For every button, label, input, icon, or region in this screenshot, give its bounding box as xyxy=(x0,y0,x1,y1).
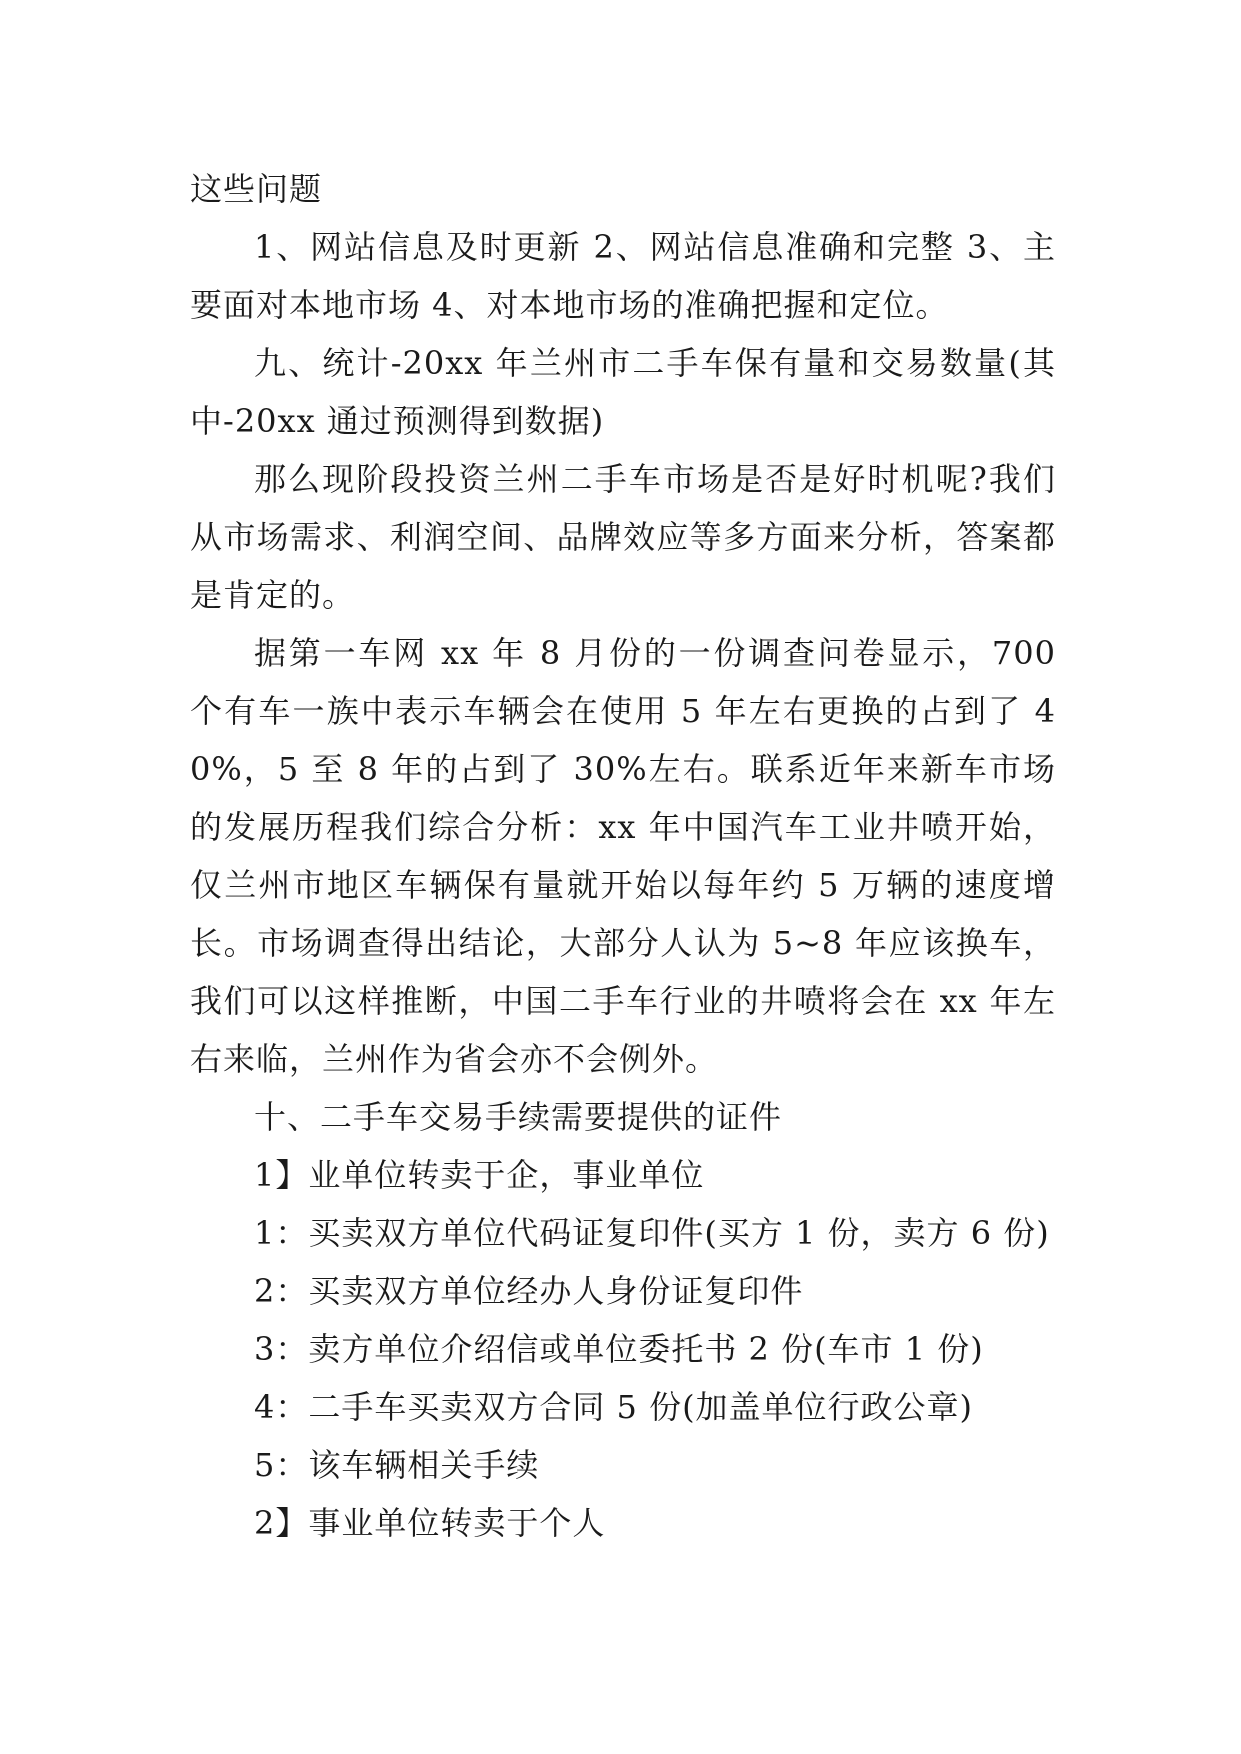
list-item-2: 2：买卖双方单位经办人身份证复印件 xyxy=(254,1272,804,1310)
list-item-3: 3：卖方单位介绍信或单位委托书 2 份(车市 1 份) xyxy=(254,1330,984,1368)
list-item-1: 1：买卖双方单位代码证复印件(买方 1 份，卖方 6 份) xyxy=(254,1214,1050,1252)
document-body xyxy=(190,160,1056,1552)
paragraph-0: 这些问题 xyxy=(190,170,323,208)
section-heading-10: 十、二手车交易手续需要提供的证件 xyxy=(254,1098,783,1136)
paragraph-2: 九、统计-20xx 年兰州市二手车保有量和交易数量(其中-20xx 通过预测得到数据) xyxy=(190,344,1056,440)
paragraph-3: 那么现阶段投资兰州二手车市场是否是好时机呢?我们从市场需求、利润空间、品牌效应等多方面来分析，答案都是肯定的。 xyxy=(190,460,1056,614)
list-item-4: 4：二手车买卖双方合同 5 份(加盖单位行政公章) xyxy=(254,1388,974,1426)
list-heading-2: 2】事业单位转卖于个人 xyxy=(254,1504,606,1542)
list-item-5: 5：该车辆相关手续 xyxy=(254,1446,540,1484)
paragraph-1: 1、网站信息及时更新 2、网站信息准确和完整 3、主要面对本地市场 4、对本地市场的准确把握和定位。 xyxy=(190,228,1056,324)
list-heading-1: 1】业单位转卖于企，事业单位 xyxy=(254,1156,705,1194)
paragraph-4: 据第一车网 xx 年 8 月份的一份调查问卷显示，700 个有车一族中表示车辆会在使用 5 年左右更换的占到了 40%，5 至 8 年的占到了 30%左右。联系近年来新车市场的发展历程我们综合分析：xx 年中国汽车工业井喷开始，仅兰州市地区车辆保有量就开始以每年约 5 万辆的速度增长。市场调查得出结论，大部分人认为 5~8 年应该换车，我们可以这样推断，中国二手车行业的井喷将会在 xx 年左右来临，兰州作为省会亦不会例外。 xyxy=(190,634,1056,1078)
